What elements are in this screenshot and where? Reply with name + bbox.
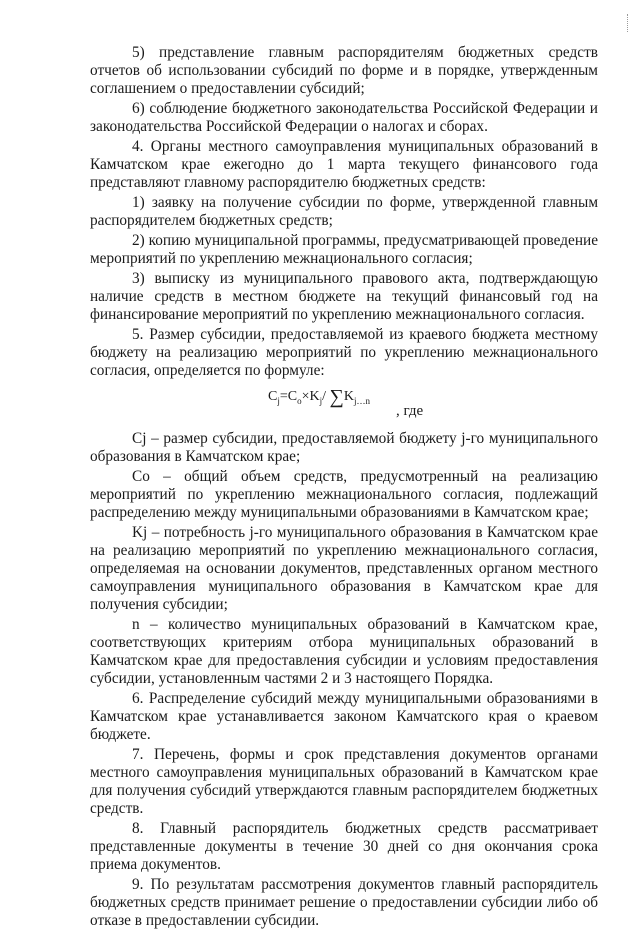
sigma-symbol: ∑ (329, 386, 344, 408)
definition-cj: Cj – размер субсидии, предоставляемой бюджету j-го муниципального образования в Камчатском крае; (90, 430, 598, 465)
paragraph-item-6: 6) соблюдение бюджетного законодательства Российской Федерации и законодательства Российской Федерации о налогах и сборах. (90, 100, 598, 135)
paragraph-section-6: 6. Распределение субсидий между муниципальными образованиями в Камчатском крае устанавливается законом Камчатского края о краевом бюджете. (90, 690, 598, 743)
paragraph-item-5: 5) представление главным распорядителям бюджетных средств отчетов об использовании субсидий по форме и в порядке, утвержденным соглашением о предоставлении субсидий; (90, 44, 598, 97)
paragraph-section-4: 4. Органы местного самоуправления муниципальных образований в Камчатском крае ежегодно до 1 марта текущего финансового года представляют главному распорядителю бюджетных средств: (90, 138, 598, 191)
paragraph-section-9: 9. По результатам рассмотрения документов главный распорядитель бюджетных средств принимает решение о предоставлении субсидии либо об отказе в предоставлении субсидии. (90, 876, 598, 929)
paragraph-item-1: 1) заявку на получение субсидии по форме, утвержденной главным распорядителем бюджетных средств; (90, 194, 598, 229)
paragraph-item-2: 2) копию муниципальной программы, предусматривающей проведение мероприятий по укреплению межнационального согласия; (90, 232, 598, 267)
paragraph-section-8: 8. Главный распорядитель бюджетных средств рассматривает представленные документы в течение 30 дней со дня окончания срока приема документов. (90, 820, 598, 873)
paragraph-section-5: 5. Размер субсидии, предоставляемой из краевого бюджета местному бюджету на реализацию мероприятий по укреплению межнационального согласия, определяется по формуле: (90, 326, 598, 379)
scan-mark (627, 14, 630, 32)
definition-co: Co – общий объем средств, предусмотренный на реализацию мероприятий по укреплению межнационального согласия, подлежащий распределению между муниципальными образованиями в Камчатском крае; (90, 468, 598, 521)
paragraph-section-7: 7. Перечень, формы и срок представления документов органами местного самоуправления муниципальных образований в Камчатском крае для получения субсидий утверждаются главным распорядителем бюджетных средств. (90, 746, 598, 817)
document-body (90, 44, 598, 932)
definition-n: n – количество муниципальных образований в Камчатском крае, соответствующих критериям отбора муниципальных образований в Камчатском крае для предоставления субсидии и условиям предоставления субсидии, установленным частями 2 и 3 настоящего Порядка. (90, 616, 598, 687)
definition-kj: Kj – потребность j-го муниципального образования в Камчатском крае на реализацию мероприятий по укреплению межнационального согласия, определяемая на основании документов, представленных органом местного самоуправления муниципального образования в Камчатском крае для получения субсидии; (90, 524, 598, 613)
paragraph-item-3: 3) выписку из муниципального правового акта, подтверждающую наличие средств в местном бюджете на текущий финансовый год на финансирование мероприятий по укреплению межнационального согласия. (90, 270, 598, 323)
formula (90, 382, 598, 422)
formula-expression: $C_j=C_o\times K_j/$ $\sum K_{j\dots n}$ (268, 386, 370, 408)
formula-suffix: , где (396, 403, 424, 419)
